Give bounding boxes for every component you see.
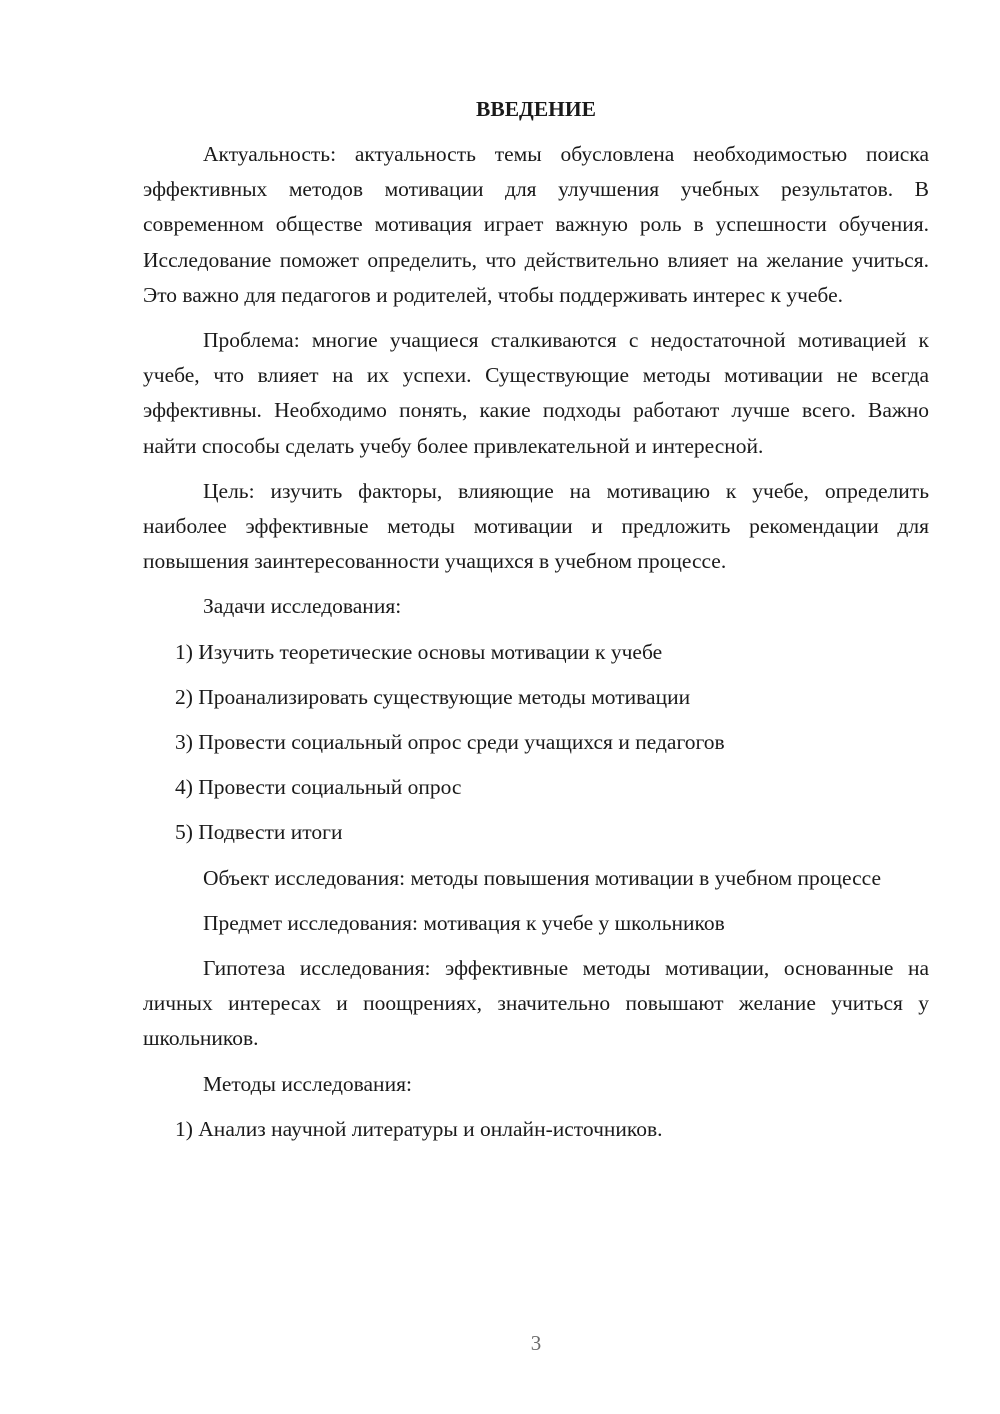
methods-heading: Методы исследования: — [203, 1071, 412, 1096]
list-item: 2) Проанализировать существующие методы мотивации — [175, 684, 691, 709]
page-number: 3 — [530, 1331, 542, 1355]
relevance-paragraph: Актуальность: актуальность темы обусловлена необходимостью поиска эффективных методов мотивации для улучшения учебных результатов. В современном обществе мотивация играет важную роль в успешности обучения. Исследование поможет определить, что действительно влияет на желание учиться. Это важно для педагогов и родителей, чтобы поддерживать интерес к учебе. — [143, 142, 929, 307]
list-item: 3) Провести социальный опрос среди учащихся и педагогов — [175, 730, 725, 755]
tasks-heading: Задачи исследования: — [203, 594, 402, 619]
list-item: 1) Анализ научной литературы и онлайн-источников. — [175, 1116, 663, 1141]
subject-paragraph: Предмет исследования: мотивация к учебе у школьников — [203, 910, 725, 935]
document-title: ВВЕДЕНИЕ — [476, 97, 596, 121]
list-item: 1) Изучить теоретические основы мотивации к учебе — [175, 639, 663, 664]
object-paragraph: Объект исследования: методы повышения мотивации в учебном процессе — [203, 865, 881, 890]
goal-paragraph: Цель: изучить факторы, влияющие на мотивацию к учебе, определить наиболее эффективные методы мотивации и предложить рекомендации для повышения заинтересованности учащихся в учебном процессе. — [143, 478, 929, 574]
hypothesis-paragraph: Гипотеза исследования: эффективные методы мотивации, основанные на личных интересах и поощрениях, значительно повышают желание учиться у школьников. — [143, 956, 929, 1051]
methods-list — [143, 1112, 929, 1147]
document-page — [143, 92, 929, 1157]
tasks-list — [143, 635, 929, 851]
list-item: 4) Провести социальный опрос — [175, 775, 462, 800]
problem-paragraph: Проблема: многие учащиеся сталкиваются с недостаточной мотивацией к учебе, что влияет на их успехи. Существующие методы мотивации не всегда эффективны. Необходимо понять, какие подходы работают лучше всего. Важно найти способы сделать учебу более привлекательной и интересной. — [143, 328, 929, 458]
list-item: 5) Подвести итоги — [175, 820, 343, 845]
